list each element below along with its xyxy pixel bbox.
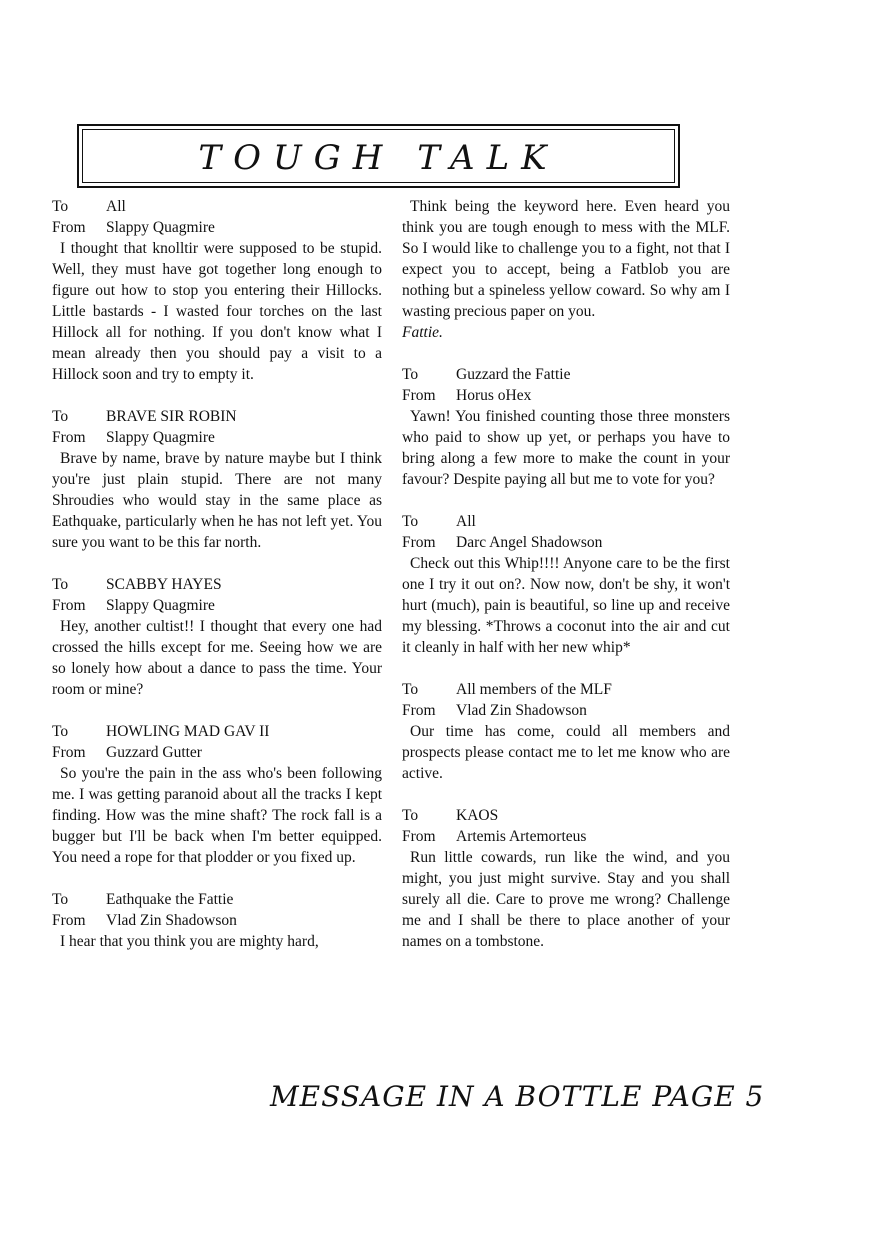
message-to-line — [402, 679, 730, 700]
message-to-line — [402, 805, 730, 826]
message-from-label: From — [52, 219, 86, 236]
message-to-label: To — [52, 408, 69, 425]
message-from-label: From — [402, 387, 436, 404]
message-body: Hey, another cultist!! I thought that every one had crossed the hills except for me. Seeing how we are so lonely how about a dance to pass the time. Your room or mine? — [52, 618, 382, 698]
message-to-label: To — [52, 891, 69, 908]
message-to-value: All — [456, 513, 476, 530]
message-to-label: To — [402, 807, 419, 824]
message-to-value: Guzzard the Fattie — [456, 366, 571, 383]
message-to-value: All members of the MLF — [456, 681, 612, 698]
message-from-line — [52, 742, 382, 763]
message-from-value: Artemis Artemorteus — [456, 828, 587, 845]
message-to-label: To — [52, 723, 69, 740]
message-from-line — [52, 427, 382, 448]
message-body: Brave by name, brave by nature maybe but I think you're just plain stupid. There are not many Shroudies who would stay in the same place as Eathquake, particularly when he has not left yet. You sure you want to be this far north. — [52, 450, 382, 551]
message-to-value: HOWLING MAD GAV II — [106, 723, 270, 740]
message-from-line — [402, 532, 730, 553]
message-block — [402, 364, 730, 490]
message-from-line — [402, 826, 730, 847]
message-to-value: KAOS — [456, 807, 499, 824]
message-to-label: To — [52, 576, 69, 593]
message-from-value: Vlad Zin Shadowson — [106, 912, 237, 929]
message-body: So you're the pain in the ass who's been following me. I was getting paranoid about all the tracks I kept finding. How was the mine shaft? The rock fall is a bugger but I'll be back when I'm better equipped. You need a rope for that plodder or you fixed up. — [52, 765, 382, 866]
message-to-value: BRAVE SIR ROBIN — [106, 408, 237, 425]
message-from-line — [402, 700, 730, 721]
message-from-value: Slappy Quagmire — [106, 597, 215, 614]
message-from-label: From — [402, 702, 436, 719]
message-to-value: Eathquake the Fattie — [106, 891, 234, 908]
message-signoff: Fattie. — [402, 324, 443, 341]
message-from-line — [402, 385, 730, 406]
message-to-line — [52, 574, 382, 595]
message-from-value: Slappy Quagmire — [106, 219, 215, 236]
message-body: I hear that you think you are mighty hard, — [60, 933, 319, 950]
message-block — [52, 721, 382, 868]
message-from-line — [52, 595, 382, 616]
right-column — [402, 196, 730, 973]
message-block — [52, 574, 382, 700]
title-frame — [77, 124, 680, 188]
message-to-line — [402, 364, 730, 385]
message-from-label: From — [402, 534, 436, 551]
message-from-value: Horus oHex — [456, 387, 532, 404]
message-to-line — [52, 406, 382, 427]
message-to-line — [52, 721, 382, 742]
message-block — [402, 679, 730, 784]
message-from-value: Slappy Quagmire — [106, 429, 215, 446]
message-body: I thought that knolltir were supposed to be stupid. Well, they must have got together long enough to figure out how to stop you entering their Hillocks. Little bastards - I wasted four torches on the last Hillock all for nothing. If you don't know what I mean already then you should pay a visit to a Hillock soon and try to empty it. — [52, 240, 382, 383]
message-from-label: From — [52, 744, 86, 761]
message-to-line — [52, 889, 382, 910]
message-from-value: Guzzard Gutter — [106, 744, 202, 761]
message-body: Think being the keyword here. Even heard you think you are tough enough to mess with the MLF. So I would like to challenge you to a fight, not that I expect you to accept, being a Fatblob you are nothing but a spineless yellow coward. So why am I wasting precious paper on you. — [402, 198, 730, 320]
message-body: Our time has come, could all members and prospects please contact me to let me know who are active. — [402, 723, 730, 782]
left-column — [52, 196, 382, 973]
message-from-line — [52, 217, 382, 238]
message-to-line — [52, 196, 382, 217]
message-body: Check out this Whip!!!! Anyone care to be the first one I try it out on?. Now now, don't be shy, it won't hurt (much), pain is beautiful, so line up and receive my blessing. *Throws a coconut into the air and cut it cleanly in half with her new whip* — [402, 555, 730, 656]
message-block — [402, 511, 730, 658]
page-footer: MESSAGE IN A BOTTLE PAGE 5 — [270, 1080, 765, 1113]
message-to-label: To — [52, 198, 69, 215]
message-from-label: From — [52, 429, 86, 446]
message-from-label: From — [52, 912, 86, 929]
message-from-label: From — [52, 597, 86, 614]
message-from-value: Vlad Zin Shadowson — [456, 702, 587, 719]
page-title: TOUGH TALK — [198, 138, 559, 178]
message-to-label: To — [402, 681, 419, 698]
message-to-line — [402, 511, 730, 532]
message-to-label: To — [402, 366, 419, 383]
message-block — [402, 196, 730, 343]
message-from-line — [52, 910, 382, 931]
message-block — [52, 196, 382, 385]
message-from-label: From — [402, 828, 436, 845]
message-to-value: All — [106, 198, 126, 215]
message-from-value: Darc Angel Shadowson — [456, 534, 603, 551]
message-block — [402, 805, 730, 952]
message-block — [52, 406, 382, 553]
message-body: Run little cowards, run like the wind, and you might, you just might survive. Stay and you shall surely all die. Care to prove me wrong? Challenge me and I shall be there to place another of your names on a tombstone. — [402, 849, 730, 950]
message-body: Yawn! You finished counting those three monsters who paid to show up yet, or perhaps you have to bring along a few more to make the count in your favour? Despite paying all but me to vote for you? — [402, 408, 730, 488]
message-block — [52, 889, 382, 952]
message-to-value: SCABBY HAYES — [106, 576, 222, 593]
message-to-label: To — [402, 513, 419, 530]
